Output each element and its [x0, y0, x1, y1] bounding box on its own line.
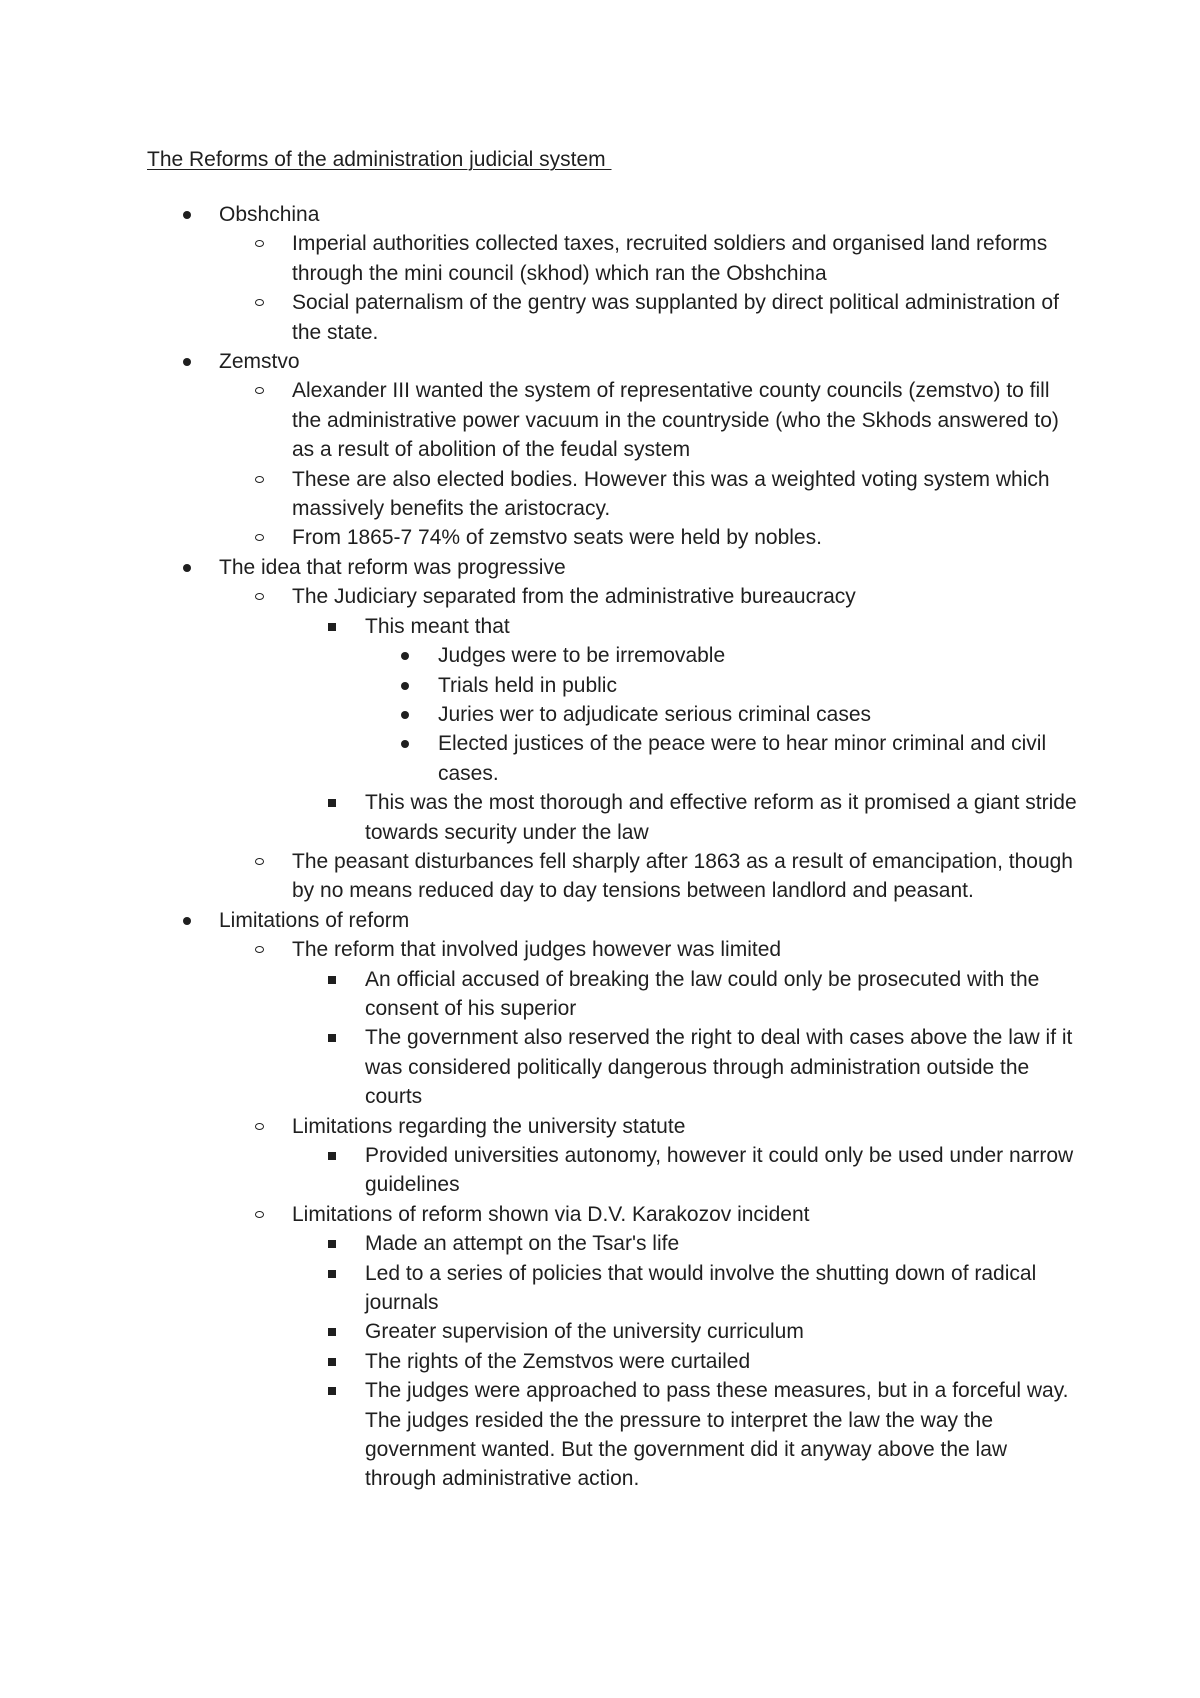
- list-item: [292, 788, 1080, 847]
- list-item: [292, 612, 1080, 788]
- list-item-text: Led to a series of policies that would involve the shutting down of radical journals: [365, 1261, 1037, 1315]
- list-item: [292, 1376, 1080, 1494]
- list-item-label: The idea that reform was progressive: [219, 555, 566, 579]
- bullet-ring-icon: [255, 376, 285, 405]
- bullet-dot-icon: [183, 200, 213, 229]
- bullet-dot-icon: [183, 906, 213, 935]
- bullet-square-icon: [328, 965, 358, 994]
- list-item: [219, 1200, 1080, 1494]
- list-item-obshchina: [147, 200, 1080, 347]
- bullet-ring-icon: [255, 582, 285, 611]
- list-item: [292, 1347, 1080, 1376]
- bullet-dot-icon: [401, 700, 431, 729]
- bullet-ring-icon: [255, 935, 285, 964]
- list-item-text: The Judiciary separated from the administrative bureaucracy: [292, 585, 856, 609]
- bullet-square-icon: [328, 1229, 358, 1258]
- bullet-square-icon: [328, 1141, 358, 1170]
- list-item-text: Limitations of reform shown via D.V. Karakozov incident: [292, 1202, 810, 1226]
- bullet-square-icon: [328, 1376, 358, 1405]
- document-title: The Reforms of the administration judicial system: [147, 148, 612, 171]
- bullet-square-icon: [328, 788, 358, 817]
- list-item: [219, 523, 1080, 552]
- list-item: [292, 1259, 1080, 1318]
- list-item-text: The reform that involved judges however was limited: [292, 938, 782, 962]
- bullet-dot-icon: [401, 729, 431, 758]
- list-item: [219, 229, 1080, 288]
- list-item-text: The government also reserved the right to deal with cases above the law if it was considered politically dangerous through administration outside the courts: [365, 1026, 1073, 1109]
- list-item-text: Trials held in public: [438, 673, 617, 697]
- list-item-text: Juries wer to adjudicate serious criminal cases: [438, 702, 872, 726]
- list-item: [292, 1023, 1080, 1111]
- bullet-dot-icon: [183, 347, 213, 376]
- list-item: [292, 1229, 1080, 1258]
- list-item: [365, 641, 1080, 670]
- bullet-ring-icon: [255, 847, 285, 876]
- list-item-text: Elected justices of the peace were to hear minor criminal and civil cases.: [438, 732, 1047, 785]
- bullet-square-icon: [328, 1317, 358, 1346]
- bullet-ring-icon: [255, 523, 285, 552]
- list-item: [219, 376, 1080, 464]
- list-item: [292, 1141, 1080, 1200]
- list-item-text: Alexander III wanted the system of representative county councils (zemstvo) to fill the administrative power vacuum in the countryside (who the Skhods answered to) as a result of abolition of the feudal system: [292, 379, 1059, 462]
- list-item: [219, 465, 1080, 524]
- bullet-ring-icon: [255, 1200, 285, 1229]
- list-item: [219, 288, 1080, 347]
- outline-list: [147, 200, 1080, 1494]
- list-item-text: Made an attempt on the Tsar's life: [365, 1232, 680, 1256]
- bullet-ring-icon: [255, 229, 285, 258]
- list-item-text: The peasant disturbances fell sharply after 1863 as a result of emancipation, though by no means reduced day to day tensions between landlord and peasant.: [292, 849, 1073, 903]
- list-item: [365, 729, 1080, 788]
- list-item-label: Obshchina: [219, 203, 320, 226]
- bullet-square-icon: [328, 1023, 358, 1052]
- list-item-progressive: [147, 553, 1080, 906]
- list-item: [219, 582, 1080, 847]
- list-item-text: The judges were approached to pass these measures, but in a forceful way. The judges resided the the pressure to interpret the law the way the government wanted. But the government did it anyway above the law through administrative action.: [365, 1379, 1069, 1491]
- list-item-text: Provided universities autonomy, however it could only be used under narrow guidelines: [365, 1144, 1074, 1197]
- bullet-ring-icon: [255, 1112, 285, 1141]
- list-item-text: Imperial authorities collected taxes, recruited soldiers and organised land reforms through the mini council (skhod) which ran the Obshchina: [292, 232, 1048, 285]
- bullet-ring-icon: [255, 288, 285, 317]
- bullet-square-icon: [328, 1259, 358, 1288]
- bullet-dot-icon: [183, 553, 213, 582]
- list-item-text: The rights of the Zemstvos were curtailed: [365, 1349, 751, 1373]
- list-item-text: These are also elected bodies. However this was a weighted voting system which massively benefits the aristocracy.: [292, 467, 1050, 521]
- list-item-label: Limitations of reform: [219, 908, 410, 932]
- list-item: [219, 935, 1080, 1111]
- list-item: [219, 847, 1080, 906]
- list-item-text: Limitations regarding the university statute: [292, 1114, 686, 1138]
- list-item-text: An official accused of breaking the law could only be prosecuted with the consent of his superior: [365, 967, 1040, 1020]
- bullet-dot-icon: [401, 641, 431, 670]
- list-item-text: From 1865-7 74% of zemstvo seats were held by nobles.: [292, 526, 822, 550]
- list-item: [292, 1317, 1080, 1346]
- list-item-zemstvo: [147, 347, 1080, 553]
- list-item-text: Judges were to be irremovable: [438, 644, 726, 668]
- list-item-label: Zemstvo: [219, 350, 300, 374]
- list-item: [365, 700, 1080, 729]
- list-item-limitations: [147, 906, 1080, 1494]
- bullet-square-icon: [328, 1347, 358, 1376]
- list-item-text: Greater supervision of the university curriculum: [365, 1320, 804, 1344]
- bullet-ring-icon: [255, 465, 285, 494]
- list-item-text: Social paternalism of the gentry was supplanted by direct political administration of the state.: [292, 291, 1059, 344]
- list-item-text: This meant that: [365, 614, 510, 638]
- list-item: [365, 671, 1080, 700]
- bullet-dot-icon: [401, 671, 431, 700]
- list-item: [292, 965, 1080, 1024]
- bullet-square-icon: [328, 612, 358, 641]
- list-item: [219, 1112, 1080, 1200]
- list-item-text: This was the most thorough and effective reform as it promised a giant stride towards security under the law: [365, 791, 1077, 844]
